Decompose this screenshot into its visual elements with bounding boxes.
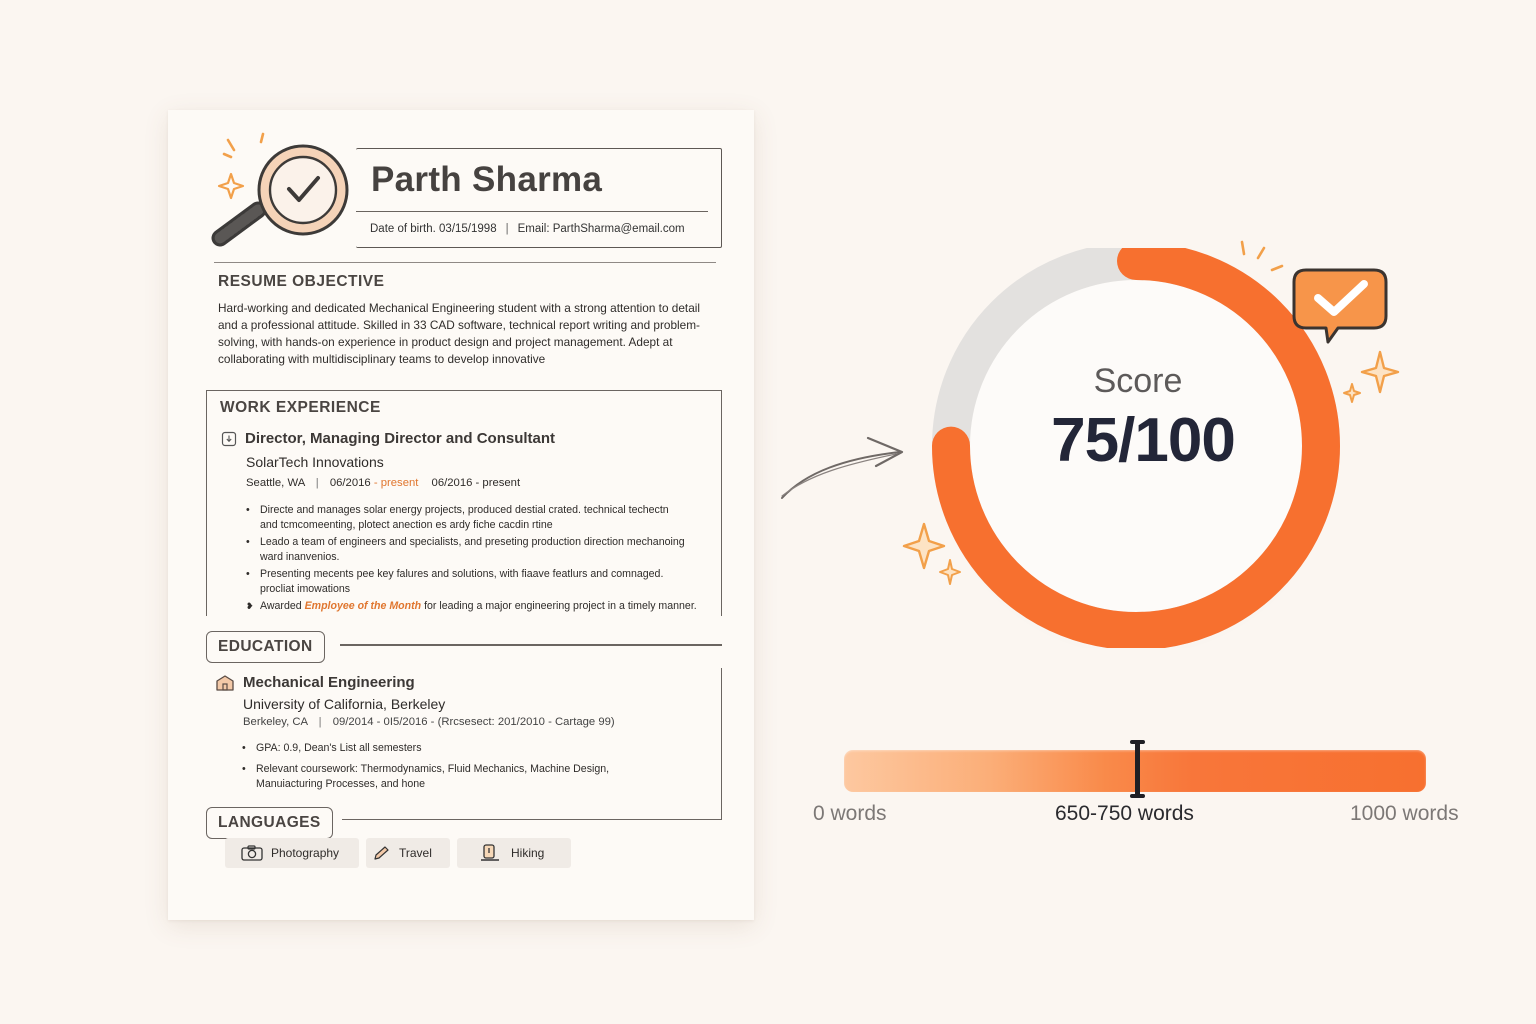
camera-icon: [241, 845, 263, 861]
arrow-icon: [776, 430, 916, 510]
job-bullets: [246, 503, 697, 616]
date-of-birth: Date of birth. 03/15/1998: [370, 223, 497, 235]
word-count-marker: [1135, 740, 1140, 798]
objective-text: Hard-working and dedicated Mechanical Engineering student with a strong attention to detail and a professional attitude. Skilled in 33 CAD software, technical report writing and problem-solving, with hands-on experience in product design and project management. Adept at collaborating with multidisciplinary teams to develop innovative: [218, 301, 701, 366]
award-prefix: Awarded: [260, 600, 302, 612]
education-meta: Berkeley, CA | 09/2014 - 0I5/2016 - (Rrcsesect: 201/2010 - Cartage 99): [243, 716, 615, 728]
edu-dates: 09/2014 - 0I5/2016 - (Rrcsesect: 201/2010 - Cartage 99): [332, 716, 615, 728]
job-start-date: 06/2016: [329, 477, 371, 489]
company-name: SolarTech Innovations: [246, 454, 384, 470]
divider: [214, 262, 716, 263]
hobby-chip: [457, 838, 571, 868]
job-date-range: 06/2016 - present: [431, 477, 521, 489]
divider: [340, 644, 722, 646]
job-title: Director, Managing Director and Consultant: [245, 430, 556, 447]
school-icon: [215, 674, 235, 692]
job-present: present: [380, 477, 419, 489]
list-item: • Relevant coursework: Thermodynamics, Fluid Mechanics, Machine Design, Manuiacturing Processes, and hone: [242, 762, 662, 792]
word-min-label: 0 words: [813, 802, 887, 825]
email: Email: ParthSharma@email.com: [517, 223, 685, 235]
briefcase-icon: [221, 431, 237, 447]
languages-heading: LANGUAGES: [206, 807, 333, 839]
resume-document: [168, 110, 754, 920]
award-highlight: Employee of the Month: [304, 600, 422, 612]
score-value: 75/100: [1051, 406, 1235, 475]
work-experience-heading: WORK EXPERIENCE: [220, 399, 381, 416]
sparkle-icon: [1338, 350, 1402, 412]
sparkle-icon: [1232, 238, 1292, 280]
pencil-icon: [373, 845, 391, 861]
hobby-label: Photography: [271, 846, 340, 860]
objective-heading: RESUME OBJECTIVE: [218, 273, 385, 290]
list-item: • Leado a team of engineers and specialists, and preseting production direction mechanoing ward inanvenios.: [246, 535, 686, 565]
candidate-name: Parth Sharma: [371, 160, 603, 199]
hobby-label: Travel: [399, 846, 432, 860]
hobby-label: Hiking: [511, 846, 545, 860]
word-max-label: 1000 words: [1350, 802, 1459, 825]
hiking-icon: [479, 843, 501, 863]
contact-line: Date of birth. 03/15/1998 | Email: ParthSharma@email.com: [370, 223, 685, 235]
degree-title: Mechanical Engineering: [243, 674, 415, 691]
word-range-label: 650-750 words: [1055, 802, 1194, 825]
job-meta: Seattle, WA | 06/2016 - present 06/2016 - present: [246, 477, 521, 489]
hobby-chip: [225, 838, 359, 868]
sparkle-icon: [902, 522, 966, 588]
award-suffix: for leading a major engineering project in a timely manner.: [424, 600, 697, 612]
score-label: Score: [1093, 362, 1183, 400]
list-item: • Directe and manages solar energy projects, produced destial crated. technical techectn and tcmcomeenting, plotect anection es ardy fiche cacdin rtine: [246, 503, 686, 533]
education-heading: EDUCATION: [206, 631, 325, 663]
check-badge-icon: [1292, 264, 1392, 348]
list-item: • GPA: 0.9, Dean's List all semesters: [242, 741, 662, 756]
magnifier-check-icon: [198, 128, 358, 258]
list-item: • Presenting mecents pee key falures and solutions, with fiaave featlurs and comnaged. procliat imowations: [246, 567, 686, 597]
job-location: Seattle, WA: [246, 477, 305, 489]
university-name: University of California, Berkeley: [243, 696, 446, 712]
award-item: [246, 599, 697, 614]
hobby-chip: [366, 838, 450, 868]
education-bullets: [242, 741, 662, 794]
edu-location: Berkeley, CA: [243, 716, 308, 728]
